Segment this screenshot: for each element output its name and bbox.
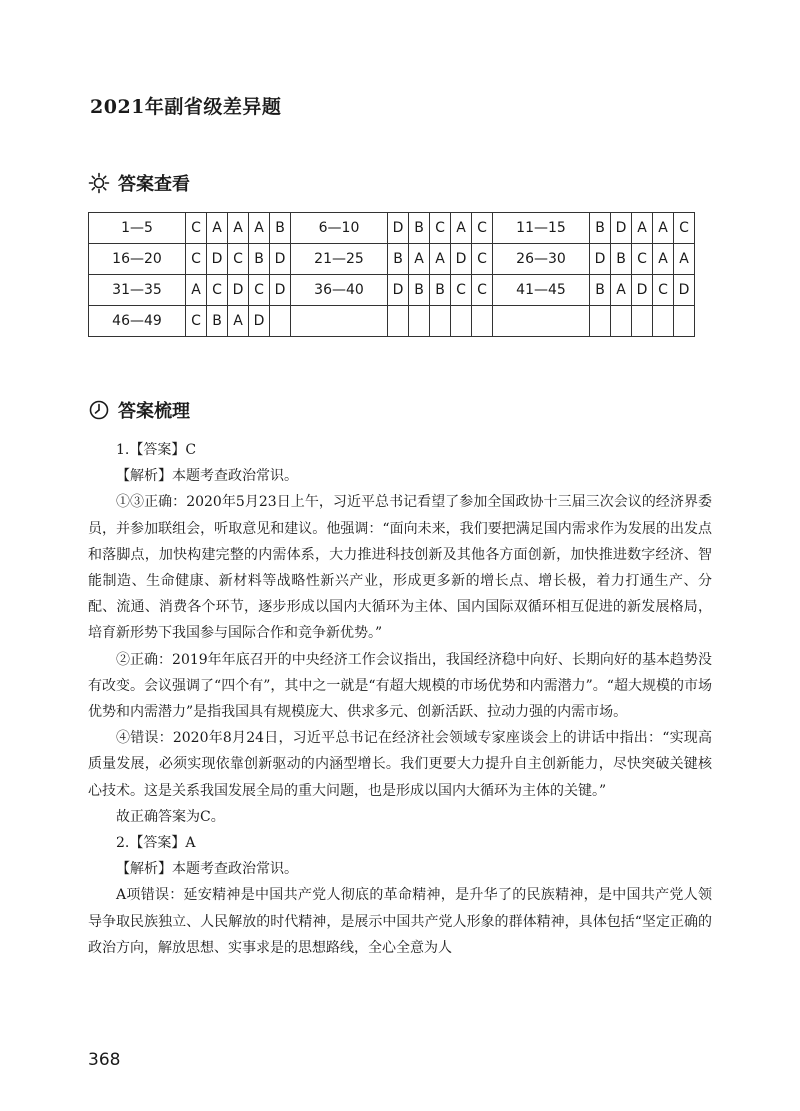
sun-icon xyxy=(88,172,110,194)
answer-cell: D xyxy=(270,275,291,306)
answer-cell: B xyxy=(611,244,632,275)
q1-answer: 1.【答案】C xyxy=(116,442,197,458)
answer-cell xyxy=(430,306,451,337)
answer-cell: D xyxy=(451,244,472,275)
answer-cell xyxy=(632,306,653,337)
answer-cell: D xyxy=(270,244,291,275)
answer-cell: D xyxy=(388,213,409,244)
q2-analysis: 【解析】本题考查政治常识。 xyxy=(116,861,298,878)
answer-cell xyxy=(674,306,695,337)
table-row xyxy=(89,244,695,275)
question-range-cell: 16—20 xyxy=(89,244,186,275)
table-row xyxy=(89,275,695,306)
answer-cell xyxy=(653,306,674,337)
answer-cell: C xyxy=(186,306,207,337)
table-row xyxy=(89,213,695,244)
answer-cell: A xyxy=(228,213,249,244)
section-explain-title: 答案梳理 xyxy=(118,401,190,422)
answer-cell xyxy=(409,306,430,337)
clock-icon xyxy=(88,399,110,421)
answer-cell: A xyxy=(409,244,430,275)
answer-cell: A xyxy=(632,213,653,244)
answer-cell: B xyxy=(388,244,409,275)
section-explain-header xyxy=(88,397,190,423)
answer-cell: C xyxy=(674,213,695,244)
answer-cell: A xyxy=(228,306,249,337)
answer-cell: C xyxy=(249,275,270,306)
answer-cell xyxy=(590,306,611,337)
question-range-cell: 21—25 xyxy=(291,244,388,275)
answer-cell: B xyxy=(409,213,430,244)
answer-cell: A xyxy=(653,213,674,244)
answer-cell: A xyxy=(611,275,632,306)
answer-table xyxy=(88,212,695,337)
table-row xyxy=(89,306,695,337)
q2-answer: 2.【答案】A xyxy=(116,835,196,852)
answer-cell: C xyxy=(472,275,493,306)
question-range-cell: 41—45 xyxy=(493,275,590,306)
answer-cell: B xyxy=(249,244,270,275)
question-range-cell: 46—49 xyxy=(89,306,186,337)
answer-cell: A xyxy=(186,275,207,306)
answer-cell: D xyxy=(632,275,653,306)
answer-cell xyxy=(451,306,472,337)
question-range-cell: 31—35 xyxy=(89,275,186,306)
section-answers-header xyxy=(88,170,190,196)
answer-cell: D xyxy=(611,213,632,244)
answer-cell: A xyxy=(207,213,228,244)
answer-cell: C xyxy=(472,244,493,275)
question-range-cell: 11—15 xyxy=(493,213,590,244)
answer-cell: B xyxy=(270,213,291,244)
answer-cell: C xyxy=(228,244,249,275)
q1-point-1-3: ①③正确：2020年5月23日上午，习近平总书记看望了参加全国政协十三届三次会议的经济界委员，并参加联组会，听取意见和建议。他强调：“面向未来，我们要把满足国内需求作为发展的出发点和落脚点，加快构建完整的内需体系，大力推进科技创新及其他各方面创新，加快推进数字经济、智能制造、生命健康、新材料等战略性新兴产业，形成更多新的增长点、增长极，着力打通生产、分配、流通、消费各个环节，逐步形成以国内大循环为主体、国内国际双循环相互促进的新发展格局，培育新形势下我国参与国际合作和竞争新优势。” xyxy=(88,494,712,642)
answer-cell: C xyxy=(653,275,674,306)
question-range-cell xyxy=(493,306,590,337)
page-title: 2021年副省级差异题 xyxy=(90,96,282,118)
question-range-cell: 26—30 xyxy=(493,244,590,275)
answer-cell xyxy=(472,306,493,337)
answer-cell: A xyxy=(451,213,472,244)
q1-point-2: ②正确：2019年年底召开的中央经济工作会议指出，我国经济稳中向好、长期向好的基本趋势没有改变。会议强调了“四个有”，其中之一就是“有超大规模的市场优势和内需潜力”。“超大规模的市场优势和内需潜力”是指我国具有规模庞大、供求多元、创新活跃、拉动力强的内需市场。 xyxy=(88,651,712,721)
q1-point-4: ④错误：2020年8月24日，习近平总书记在经济社会领域专家座谈会上的讲话中指出：“实现高质量发展，必须实现依靠创新驱动的内涵型增长。我们更要大力提升自主创新能力，尽快突破关键核心技术。这是关系我国发展全局的重大问题，也是形成以国内大循环为主体的关键。” xyxy=(88,730,712,799)
answer-cell: B xyxy=(430,275,451,306)
answer-cell: C xyxy=(430,213,451,244)
answer-cell: D xyxy=(388,275,409,306)
answer-cell: A xyxy=(674,244,695,275)
answer-cell: D xyxy=(207,244,228,275)
answer-cell: D xyxy=(249,306,270,337)
question-range-cell: 36—40 xyxy=(291,275,388,306)
answer-cell: B xyxy=(590,275,611,306)
answer-cell: B xyxy=(409,275,430,306)
section-answers-title: 答案查看 xyxy=(118,174,190,195)
answer-cell xyxy=(611,306,632,337)
question-range-cell xyxy=(291,306,388,337)
answer-cell: D xyxy=(590,244,611,275)
answer-cell: A xyxy=(249,213,270,244)
answer-cell: C xyxy=(186,213,207,244)
q1-analysis: 【解析】本题考查政治常识。 xyxy=(116,468,298,485)
answer-cell: C xyxy=(186,244,207,275)
answer-cell xyxy=(270,306,291,337)
answer-cell xyxy=(388,306,409,337)
answer-cell: A xyxy=(653,244,674,275)
answer-cell: D xyxy=(674,275,695,306)
explanation-body xyxy=(88,437,712,961)
q1-conclusion: 故正确答案为C。 xyxy=(116,808,225,825)
q2-option-a: A项错误：延安精神是中国共产党人彻底的革命精神，是升华了的民族精神，是中国共产党人领导争取民族独立、人民解放的时代精神，是展示中国共产党人形象的群体精神，具体包括“坚定正确的政治方向，解放思想、实事求是的思想路线，全心全意为人 xyxy=(88,887,712,956)
answer-cell: C xyxy=(472,213,493,244)
answer-cell: D xyxy=(228,275,249,306)
answer-cell: C xyxy=(451,275,472,306)
page-number: 368 xyxy=(88,1050,121,1070)
answer-cell: C xyxy=(207,275,228,306)
answer-cell: B xyxy=(207,306,228,337)
answer-cell: A xyxy=(430,244,451,275)
question-range-cell: 6—10 xyxy=(291,213,388,244)
question-range-cell: 1—5 xyxy=(89,213,186,244)
answer-cell: C xyxy=(632,244,653,275)
answer-cell: B xyxy=(590,213,611,244)
